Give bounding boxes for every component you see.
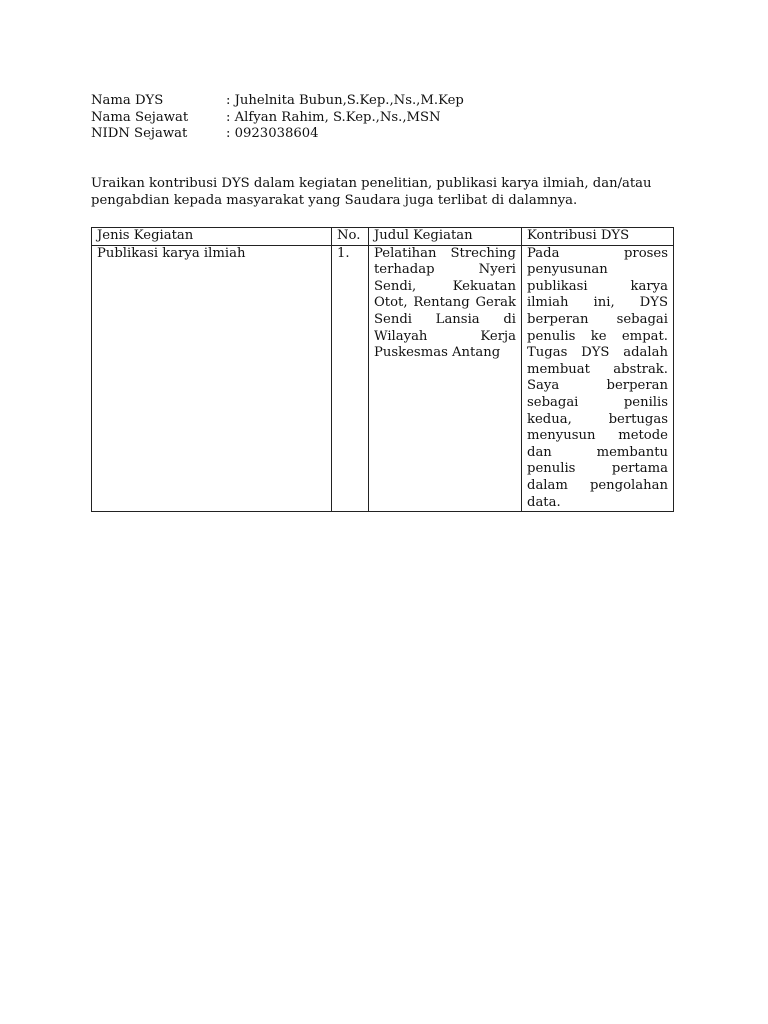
- header-no: No.: [332, 228, 369, 246]
- table-row: [92, 245, 674, 512]
- header-jenis-kegiatan: Jenis Kegiatan: [92, 228, 332, 246]
- cell-kontribusi-dys: Pada proses penyusunan publikasi karya ilmiah ini, DYS berperan sebagai penulis ke empat. Tugas DYS adalah membuat abstrak. Saya berperan sebagai penilis kedua, bertugas menyusun metode dan membantu penulis pertama dalam pengolahan data.: [522, 245, 674, 512]
- info-label: Nama DYS: [91, 93, 164, 108]
- instruction-line: pengabdian kepada masyarakat yang Saudara juga terlibat di dalamnya.: [91, 192, 578, 208]
- cell-judul-kegiatan: Pelatihan Streching terhadap Nyeri Sendi, Kekuatan Otot, Rentang Gerak Sendi Lansia di Wilayah Kerja Puskesmas Antang: [369, 245, 522, 512]
- identity-block: [91, 93, 464, 143]
- contribution-table: [91, 227, 674, 512]
- instruction-line: Uraikan kontribusi DYS dalam kegiatan penelitian, publikasi karya ilmiah, dan/atau: [91, 176, 652, 191]
- cell-no: 1.: [332, 245, 369, 512]
- cell-jenis-kegiatan: Publikasi karya ilmiah: [92, 245, 332, 512]
- instruction-paragraph: [91, 176, 673, 209]
- info-row-nidn-sejawat: [91, 126, 464, 143]
- info-row-nama-sejawat: [91, 110, 464, 127]
- header-kontribusi-dys: Kontribusi DYS: [522, 228, 674, 246]
- info-value: : 0923038604: [226, 126, 319, 141]
- info-label: Nama Sejawat: [91, 109, 189, 125]
- info-value: : Juhelnita Bubun,S.Kep.,Ns.,M.Kep: [226, 93, 464, 108]
- info-label: NIDN Sejawat: [91, 126, 188, 141]
- table-header-row: [92, 228, 674, 246]
- info-row-nama-dys: [91, 93, 464, 110]
- header-judul-kegiatan: Judul Kegiatan: [369, 228, 522, 246]
- info-value: : Alfyan Rahim, S.Kep.,Ns.,MSN: [226, 109, 441, 125]
